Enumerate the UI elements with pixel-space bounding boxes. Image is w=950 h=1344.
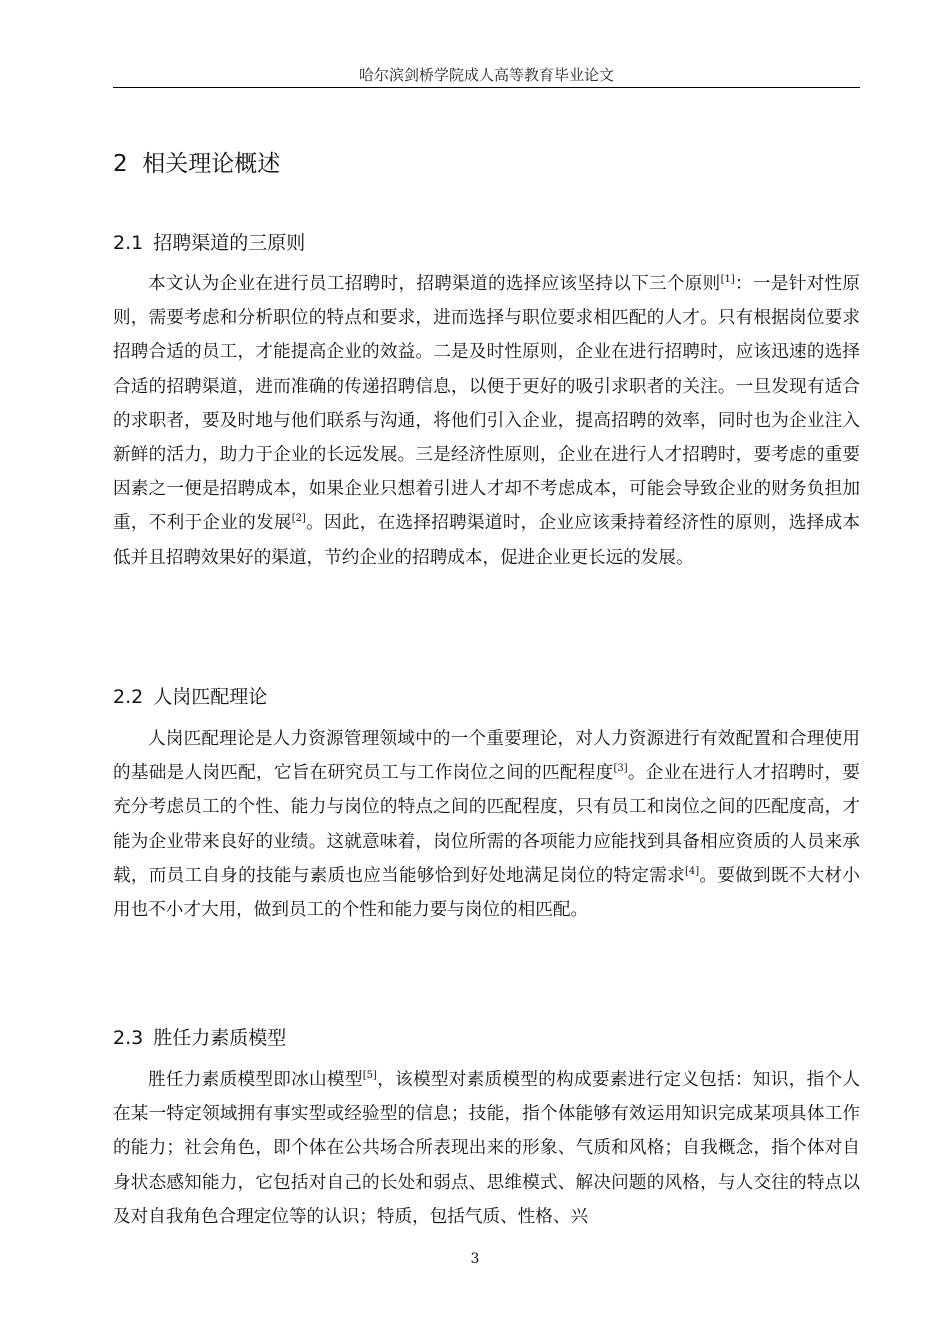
citation-ref: [3] [613, 763, 628, 775]
section-number: 2.2 [113, 686, 144, 708]
citation-ref: [5] [362, 1070, 377, 1081]
text-run: ，该模型对素质模型的构成要素进行定义包括：知识，指个人在某一特定领域拥有事实型或经验型的信息；技能，指个体能够有效运用知识完成某项具体工作的能力；社会角色，即个体在公共场合所表现出来的形象、气质和风格；自我概念，指个体对自身状态感知能力，它包括对自己的长处和弱点、思维模式、解决问题的风格，与人交往的特点以及对自我角色合理定位等的认识；特质，包括气质、性格、兴 [113, 1070, 860, 1227]
page-header: 哈尔滨剑桥学院成人高等教育毕业论文 [358, 66, 614, 84]
header-rule [113, 87, 860, 88]
text-run: 本文认为企业在进行员工招聘时，招聘渠道的选择应该坚持以下三个原则 [148, 274, 721, 294]
text-run: 。因此，在选择招聘渠道时，企业应该秉持着经济性的原则，选择成本低并且招聘效果好的渠道，节约企业的招聘成本，促进企业更长远的发展。 [113, 513, 860, 568]
text-run: 胜任力素质模型即冰山模型 [148, 1070, 363, 1090]
section-2-2-paragraph [113, 722, 860, 927]
section-title-text: 招聘渠道的三原则 [153, 232, 306, 254]
section-heading-2-1 [113, 230, 305, 256]
chapter-title-text: 相关理论概述 [142, 151, 281, 177]
text-run: 。企业在进行人才招聘时，要充分考虑员工的个性、能力与岗位的特点之间的匹配程度，只有员工和岗位之间的匹配度高，才能为企业带来良好的业绩。这就意味着，岗位所需的各项能力应能找到具备相应资质的人员来承载，而员工自身的技能与素质也应当能够恰到好处地满足岗位的特定需求 [113, 763, 860, 886]
citation-ref: [4] [684, 865, 700, 877]
text-run: 人岗匹配理论是人力资源管理领域中的一个重要理论，对人力资源进行有效配置和合理使用的基础是人岗匹配，它旨在研究员工与工作岗位之间的匹配程度 [113, 729, 860, 784]
section-title-text: 胜任力素质模型 [153, 1027, 287, 1049]
page-number: 3 [470, 1251, 480, 1267]
section-2-1-paragraph [113, 267, 860, 575]
section-heading-2-2 [113, 684, 267, 710]
section-2-3-paragraph [113, 1063, 860, 1234]
section-heading-2-3 [113, 1025, 286, 1051]
text-run: 。要做到既不大材小用也不小才大用，做到员工的个性和能力要与岗位的相匹配。 [113, 865, 860, 921]
section-number: 2.1 [113, 232, 144, 254]
citation-ref: [2] [291, 513, 306, 525]
section-number: 2.3 [113, 1027, 144, 1049]
text-run: ：一是针对性原则，需要考虑和分析职位的特点和要求，进而选择与职位要求相匹配的人才。只有根据岗位要求招聘合适的员工，才能提高企业的效益。二是及时性原则，企业在进行招聘时，应该迅速的选择合适的招聘渠道，进而准确的传递招聘信息，以便于更好的吸引求职者的关注。一旦发现有适合的求职者，要及时地与他们联系与沟通，将他们引入企业，提高招聘的效率，同时也为企业注入新鲜的活力，助力于企业的长远发展。三是经济性原则，企业在进行人才招聘时，要考虑的重要因素之一便是招聘成本，如果企业只想着引进人才却不考虑成本，可能会导致企业的财务负担加重，不利于企业的发展 [113, 274, 860, 534]
citation-ref: [1] [720, 274, 735, 285]
chapter-number: 2 [113, 151, 128, 177]
chapter-title [113, 148, 280, 180]
section-title-text: 人岗匹配理论 [153, 686, 268, 708]
